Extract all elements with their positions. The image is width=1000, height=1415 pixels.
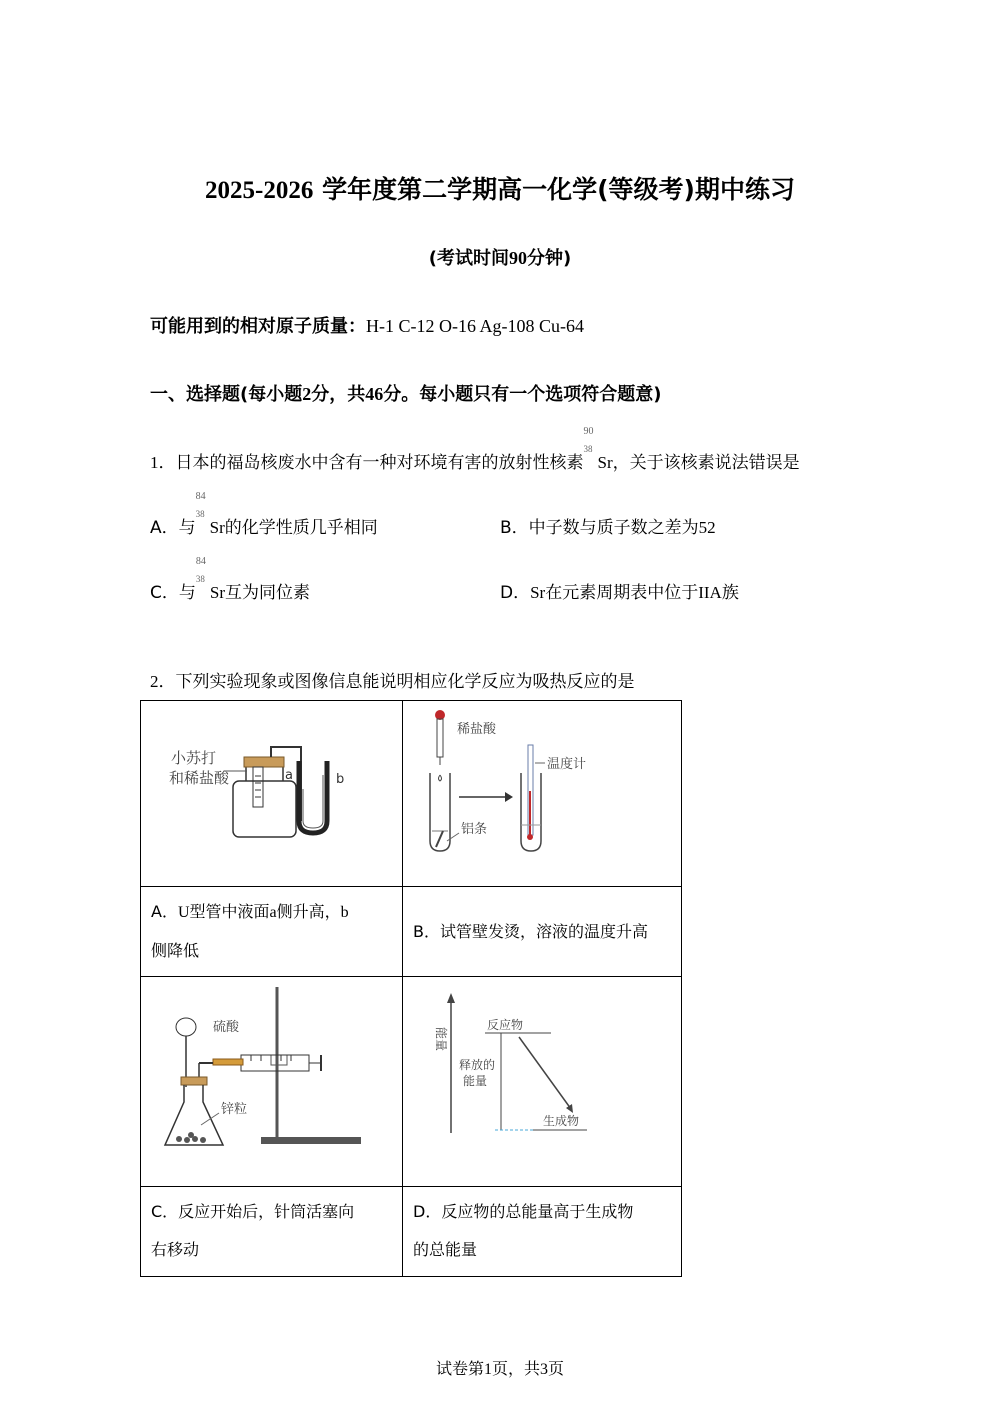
- element-symbol: Sr: [209, 518, 225, 537]
- option-text-post: 族: [721, 583, 739, 603]
- option-text: B．中子数与质子数之差为: [500, 518, 699, 538]
- atomic-mass-line: [150, 312, 584, 338]
- footer-total-pages: 3: [540, 1361, 548, 1378]
- duration-post: 分钟): [527, 248, 572, 269]
- figure-d-cell: [403, 977, 682, 1187]
- figure-b-cell: [403, 701, 682, 887]
- q1-option-b[interactable]: [500, 513, 716, 538]
- q1-option-d[interactable]: [500, 578, 739, 603]
- option-u-letter: U: [177, 904, 190, 921]
- q2-option-c[interactable]: [141, 1187, 403, 1277]
- figure-a-side-a: a: [285, 768, 293, 783]
- figure-c-label-acid: 硫酸: [213, 1020, 240, 1035]
- option-label: A．与: [150, 518, 196, 538]
- isotope-notation: [583, 426, 598, 468]
- footer-page-number: 1: [483, 1361, 492, 1378]
- title-year: 2025-2026: [205, 177, 314, 204]
- option-label: A．: [151, 902, 178, 921]
- page-footer: [0, 1356, 1000, 1379]
- figure-a-label-hcl: 和稀盐酸: [169, 769, 230, 787]
- footer-pre: 试卷第: [435, 1359, 484, 1378]
- group-label: IIA: [698, 583, 722, 602]
- option-text: 互为同位素: [225, 583, 310, 603]
- question-1-text-post: ，关于该核素说法错误是: [612, 453, 800, 473]
- atomic-number: 38: [195, 509, 205, 519]
- figure-b-label-acid: 稀盐酸: [457, 722, 497, 737]
- section-heading-pre: 一、选择题(每小题: [150, 384, 303, 405]
- option-text: 的总能量: [413, 1240, 478, 1259]
- option-text: 侧升高，: [276, 902, 341, 921]
- figure-a-gas-bottle: [141, 701, 402, 881]
- option-text: D．反应物的总能量高于生成物: [413, 1202, 634, 1221]
- option-text: 右移动: [151, 1240, 200, 1259]
- mass-number: 84: [195, 556, 206, 567]
- q2-option-a[interactable]: [141, 887, 403, 977]
- q1-option-c[interactable]: [150, 556, 310, 603]
- option-side-b: b: [340, 904, 349, 921]
- option-label: C．与: [150, 583, 196, 603]
- atomic-number: 38: [583, 444, 593, 454]
- energy-axis-label: 能量: [434, 1027, 448, 1052]
- product-label: 生成物: [543, 1114, 580, 1128]
- option-text: 型管中液面: [189, 902, 270, 921]
- option-text: 在元素周期表中位于: [545, 583, 699, 603]
- released-energy-label-2: 能量: [463, 1074, 488, 1088]
- q2-option-d[interactable]: [403, 1187, 682, 1277]
- q2-option-b[interactable]: [403, 887, 682, 977]
- question-2-text: 下列实验现象或图像信息能说明相应化学反应为吸热反应的是: [175, 672, 635, 692]
- figure-b-label-aluminum: 铝条: [461, 822, 488, 837]
- atomic-mass-label: 可能用到的相对原子质量：: [150, 316, 366, 337]
- section-heading-mid: 分，共: [311, 384, 366, 405]
- footer-mid: 页，共: [491, 1359, 540, 1378]
- exam-duration: [0, 244, 1000, 270]
- option-text: 的化学性质几乎相同: [224, 518, 378, 538]
- option-text: C．反应开始后，针筒活塞向: [151, 1202, 355, 1221]
- figure-b-test-tubes: [403, 701, 681, 881]
- page-title: [0, 170, 1000, 206]
- option-number: 52: [698, 518, 716, 537]
- figure-c-cell: [141, 977, 403, 1187]
- option-text: B．试管壁发烫，溶液的温度升高: [413, 921, 648, 941]
- section-points-total: 46: [365, 384, 384, 404]
- figure-a-cell: [141, 701, 403, 887]
- mass-number: 84: [195, 491, 206, 502]
- element-symbol: Sr: [597, 453, 613, 472]
- mass-number: 90: [583, 426, 594, 437]
- figure-d-energy-diagram: [403, 977, 681, 1181]
- isotope-notation: [195, 491, 210, 533]
- reactant-label: 反应物: [487, 1018, 524, 1032]
- section-heading-post: 分。每小题只有一个选项符合题意): [383, 384, 662, 405]
- q1-option-a[interactable]: [150, 491, 378, 538]
- element-symbol: Sr: [209, 583, 225, 602]
- isotope-notation: [195, 556, 210, 598]
- duration-pre: (考试时间: [428, 248, 509, 269]
- q2-options-table: [140, 700, 682, 1277]
- question-2-stem: [150, 667, 635, 692]
- figure-c-label-zinc: 锌粒: [221, 1102, 248, 1117]
- question-number: 1．: [150, 453, 176, 472]
- duration-minutes: 90: [509, 248, 527, 268]
- question-1-text: 日本的福岛核废水中含有一种对环境有害的放射性核素: [175, 453, 584, 473]
- figure-c-syringe-apparatus: [141, 977, 402, 1181]
- section-heading: [150, 380, 661, 406]
- option-label: D．: [500, 583, 531, 603]
- footer-post: 页: [548, 1359, 565, 1378]
- option-side-a: a: [269, 904, 277, 921]
- option-text: 侧降低: [151, 941, 200, 960]
- question-1-stem: [150, 426, 800, 473]
- atomic-mass-values: H-1 C-12 O-16 Ag-108 Cu-64: [366, 316, 584, 336]
- figure-a-label-baking-soda: 小苏打: [171, 749, 217, 767]
- title-text: 学年度第二学期高一化学(等级考)期中练习: [322, 175, 795, 204]
- figure-a-side-b: b: [336, 772, 345, 787]
- figure-b-label-thermometer: 温度计: [547, 757, 587, 772]
- question-number: 2．: [150, 672, 176, 691]
- section-points-each: 2: [302, 384, 312, 404]
- released-energy-label-1: 释放的: [459, 1058, 496, 1072]
- atomic-number: 38: [195, 574, 205, 584]
- element-symbol: Sr: [530, 583, 546, 602]
